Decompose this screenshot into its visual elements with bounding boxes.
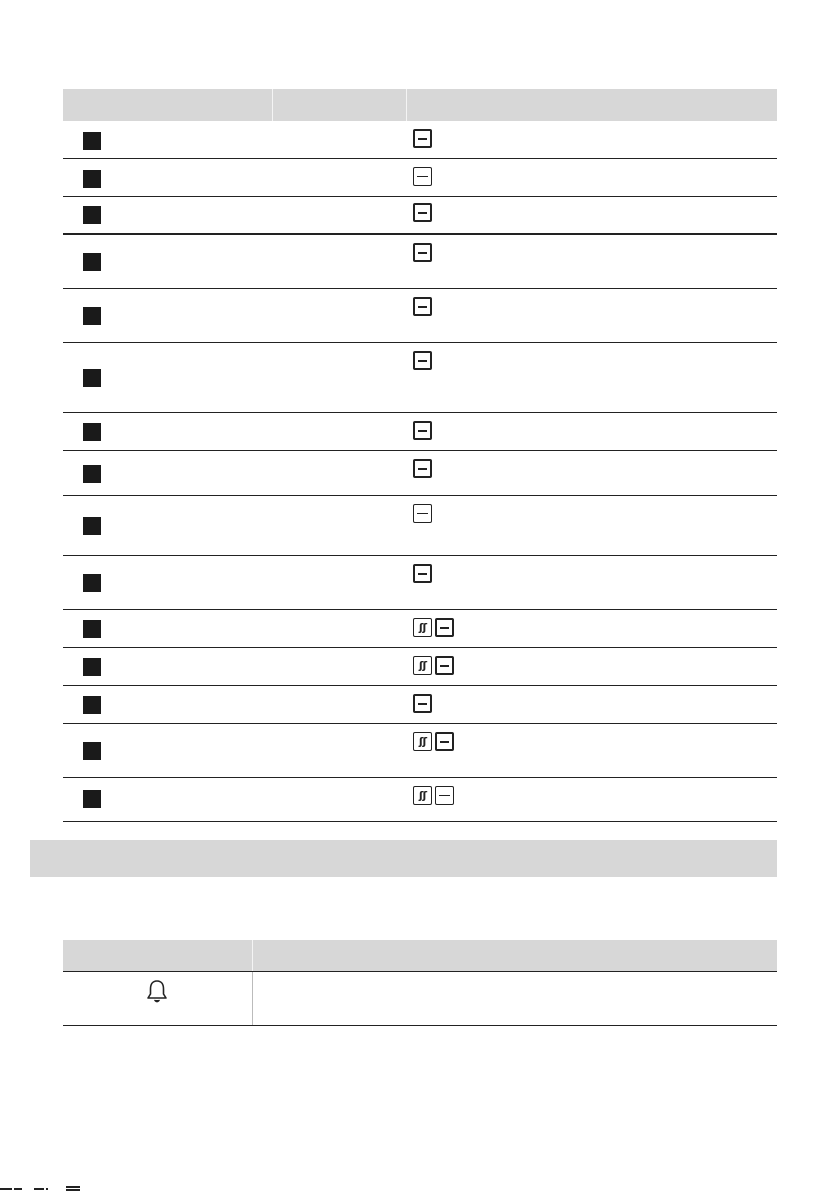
table-row — [63, 289, 777, 343]
minus-key-icon — [413, 243, 432, 262]
row-number-box — [83, 574, 101, 592]
row-number-box — [83, 170, 101, 188]
row-symbols — [413, 732, 454, 751]
minus-key-icon — [435, 618, 454, 637]
row-number-box — [83, 790, 101, 808]
minus-key-icon — [413, 297, 432, 316]
minus-key-icon — [435, 656, 454, 675]
header-divider — [406, 89, 407, 121]
row-symbols — [413, 167, 432, 186]
table-row — [63, 159, 777, 197]
minus-key-icon — [413, 351, 432, 370]
table-row — [63, 121, 777, 159]
row-symbols — [413, 243, 432, 262]
minus-key-icon — [413, 167, 432, 186]
header-divider — [252, 940, 253, 971]
alarm-table-header — [63, 940, 777, 971]
minus-key-icon — [413, 203, 432, 222]
row-symbols — [413, 203, 432, 222]
row-symbols — [413, 786, 454, 805]
heat-key-icon: ʃʃ — [413, 656, 432, 675]
minus-key-icon — [413, 129, 432, 148]
section-heading-bar — [30, 840, 777, 877]
table-row — [63, 686, 777, 724]
table-row — [63, 413, 777, 451]
row-number-box — [83, 517, 101, 535]
table-row — [63, 724, 777, 778]
minus-key-icon — [413, 694, 432, 713]
row-number-box — [83, 253, 101, 271]
row-symbols — [413, 297, 432, 316]
heat-key-icon: ʃʃ — [413, 732, 432, 751]
table-row — [63, 235, 777, 289]
minus-key-icon — [435, 732, 454, 751]
minus-key-icon — [413, 421, 432, 440]
row-number-box — [83, 206, 101, 224]
settings-table-header — [63, 89, 777, 121]
table-row — [63, 556, 777, 610]
heat-key-icon: ʃʃ — [413, 618, 432, 637]
minus-key-icon — [413, 459, 432, 478]
heat-key-icon: ʃʃ — [413, 786, 432, 805]
table-row — [63, 197, 777, 235]
row-number-box — [83, 742, 101, 760]
minus-key-icon — [413, 564, 432, 583]
row-symbols — [413, 564, 432, 583]
table-row — [63, 343, 777, 413]
row-symbols — [413, 618, 454, 637]
row-symbols — [413, 656, 454, 675]
row-number-box — [83, 658, 101, 676]
row-symbols — [413, 694, 432, 713]
table-row — [63, 610, 777, 648]
bell-icon — [146, 979, 168, 1005]
page-footer-mark — [0, 1186, 90, 1192]
table-row — [63, 496, 777, 556]
column-divider — [252, 972, 253, 1025]
table-row — [63, 971, 777, 1026]
table-row — [63, 648, 777, 686]
row-number-box — [83, 369, 101, 387]
row-number-box — [83, 465, 101, 483]
minus-key-icon — [413, 504, 432, 523]
alarm-table — [63, 940, 777, 1026]
row-symbols — [413, 504, 432, 523]
row-symbols — [413, 421, 432, 440]
row-number-box — [83, 423, 101, 441]
table-row — [63, 778, 777, 822]
row-symbols — [413, 129, 432, 148]
row-symbols — [413, 459, 432, 478]
table-row — [63, 451, 777, 496]
row-number-box — [83, 696, 101, 714]
row-symbols — [413, 351, 432, 370]
minus-key-icon — [435, 786, 454, 805]
settings-table — [63, 89, 777, 822]
row-number-box — [83, 307, 101, 325]
row-number-box — [83, 132, 101, 150]
row-number-box — [83, 620, 101, 638]
header-divider — [272, 89, 273, 121]
